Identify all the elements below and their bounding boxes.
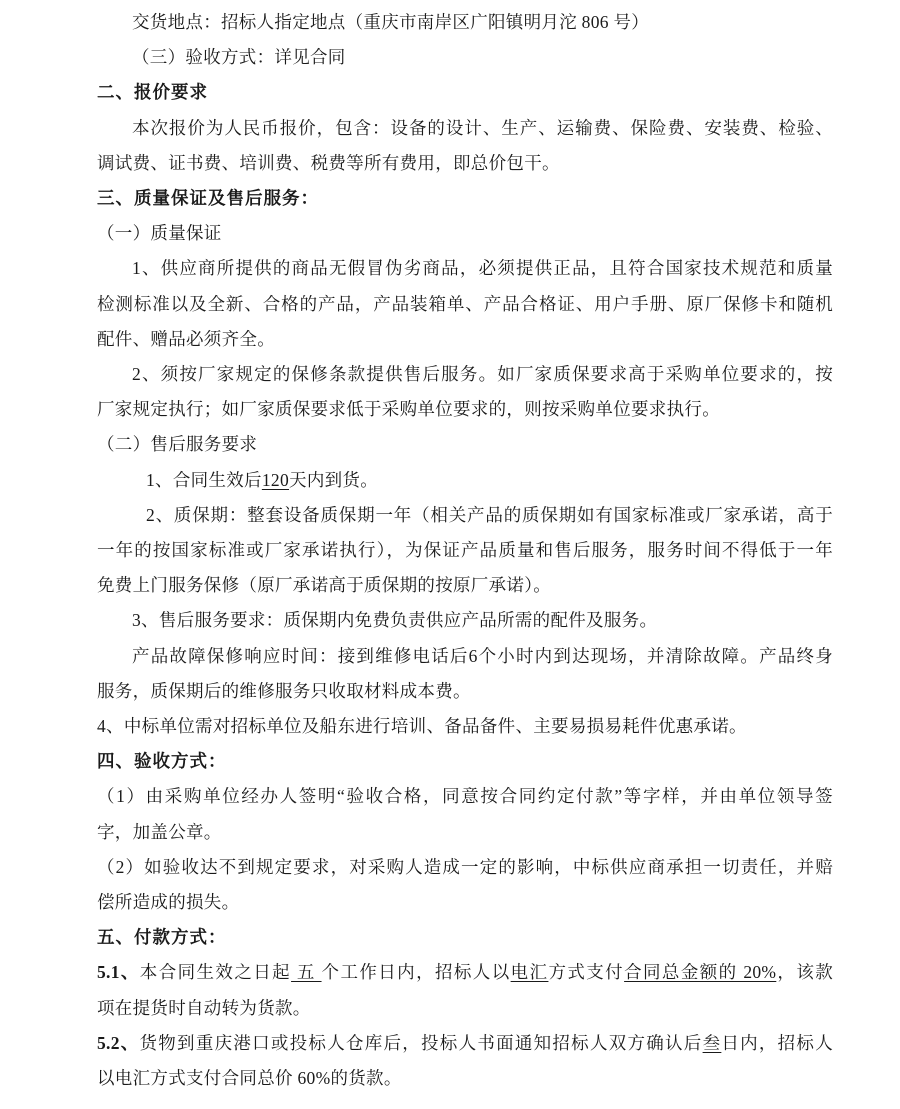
text-line xyxy=(97,885,833,920)
section-heading xyxy=(97,75,833,110)
text-segment: 2、质保期：整套设备质保期一年（相关产品的质保期如有国家标准或厂家承诺，高于 xyxy=(146,504,833,525)
text-segment: 项在提货时自动转为货款。 xyxy=(97,997,311,1018)
text-line xyxy=(97,639,833,674)
text-segment: （2）如验收达不到规定要求，对采购人造成一定的影响，中标供应商承担一切责任，并赔 xyxy=(97,856,833,877)
text-segment: 2、须按厂家规定的保修条款提供售后服务。如厂家质保要求高于采购单位要求的，按 xyxy=(132,364,833,385)
text-segment: 检测标准以及全新、合格的产品，产品装箱单、产品合格证、用户手册、原厂保修卡和随机 xyxy=(97,293,833,314)
document-body xyxy=(97,5,833,1096)
underlined-text: 叁 xyxy=(702,1032,722,1053)
text-segment: 个工作日内，招标人以 xyxy=(321,962,511,983)
text-line xyxy=(97,674,833,709)
text-segment: 服务，质保期后的维修服务只收取材料成本费。 xyxy=(97,680,471,701)
text-line xyxy=(97,568,833,603)
text-segment: 配件、赠品必须齐全。 xyxy=(97,328,275,349)
text-segment: 3、售后服务要求：质保期内免费负责供应产品所需的配件及服务。 xyxy=(132,610,658,631)
text-segment: 一年的按国家标准或厂家承诺执行），为保证产品质量和售后服务，服务时间不得低于一年 xyxy=(97,540,833,561)
text-segment: 5.2、 xyxy=(97,1032,140,1053)
text-line xyxy=(97,146,833,181)
text-segment: 二、报价要求 xyxy=(97,82,208,103)
text-line xyxy=(97,287,833,322)
text-segment: 字，加盖公章。 xyxy=(97,821,222,842)
text-line xyxy=(97,498,833,533)
text-segment: 货物到重庆港口或投标人仓库后，投标人书面通知招标人双方确认后 xyxy=(139,1032,703,1053)
text-line xyxy=(97,1026,833,1061)
underlined-text: 合同总金额的 20% xyxy=(624,962,777,983)
text-segment: 日内，招标人 xyxy=(721,1032,834,1053)
text-line xyxy=(97,216,833,251)
text-segment: ，该款 xyxy=(776,962,834,983)
text-segment: 以电汇方式支付合同总价 60%的货款。 xyxy=(97,1068,402,1089)
text-segment: （二）售后服务要求 xyxy=(97,434,258,455)
text-line xyxy=(97,815,833,850)
text-segment: （一）质量保证 xyxy=(97,223,222,244)
section-heading xyxy=(97,744,833,779)
text-segment: （1）由采购单位经办人签明“验收合格，同意按合同约定付款”等字样，并由单位领导签 xyxy=(97,786,833,807)
text-line xyxy=(97,463,833,498)
text-segment: 1、合同生效后 xyxy=(146,469,262,490)
text-line xyxy=(97,251,833,286)
text-line xyxy=(97,5,833,40)
text-segment: 1、供应商所提供的商品无假冒伪劣商品，必须提供正品，且符合国家技术规范和质量 xyxy=(132,258,833,279)
text-line xyxy=(97,427,833,462)
text-segment: 5.1、 xyxy=(97,962,140,983)
underlined-text: 五 xyxy=(291,962,322,983)
text-segment: 免费上门服务保修（原厂承诺高于质保期的按原厂承诺）。 xyxy=(97,575,552,596)
text-line xyxy=(97,850,833,885)
text-segment: 五、付款方式： xyxy=(97,927,227,948)
text-segment: 产品故障保修响应时间：接到维修电话后6个小时内到达现场，并清除故障。产品终身 xyxy=(132,645,833,666)
section-heading xyxy=(97,181,833,216)
text-segment: 偿所造成的损失。 xyxy=(97,892,240,913)
text-segment: 调试费、证书费、培训费、税费等所有费用，即总价包干。 xyxy=(97,152,560,173)
text-segment: 厂家规定执行；如厂家质保要求低于采购单位要求的，则按采购单位要求执行。 xyxy=(97,399,720,420)
text-segment: 本次报价为人民币报价，包含：设备的设计、生产、运输费、保险费、安装费、检验、 xyxy=(132,117,833,138)
text-segment: 四、验收方式： xyxy=(97,751,227,772)
text-line xyxy=(97,709,833,744)
text-line xyxy=(97,40,833,75)
text-line xyxy=(97,603,833,638)
text-line xyxy=(97,955,833,990)
text-line xyxy=(97,392,833,427)
text-segment: 4、中标单位需对招标单位及船东进行培训、备品备件、主要易损易耗件优惠承诺。 xyxy=(97,716,747,737)
text-segment: 天内到货。 xyxy=(289,469,379,490)
underlined-text: 电汇 xyxy=(510,962,549,983)
text-line xyxy=(97,111,833,146)
text-segment: 交货地点：招标人指定地点（重庆市南岸区广阳镇明月沱 806 号） xyxy=(132,12,650,32)
text-segment: 三、质量保证及售后服务： xyxy=(97,188,319,209)
text-line xyxy=(97,533,833,568)
text-segment: 本合同生效之日起 xyxy=(139,962,292,983)
underlined-text: 120 xyxy=(261,469,290,490)
text-line xyxy=(97,1061,833,1096)
text-line xyxy=(97,357,833,392)
text-line xyxy=(97,991,833,1026)
section-heading xyxy=(97,920,833,955)
text-segment: 方式支付 xyxy=(548,962,625,983)
text-line xyxy=(97,322,833,357)
text-line xyxy=(97,779,833,814)
text-segment: （三）验收方式：详见合同 xyxy=(132,47,346,68)
